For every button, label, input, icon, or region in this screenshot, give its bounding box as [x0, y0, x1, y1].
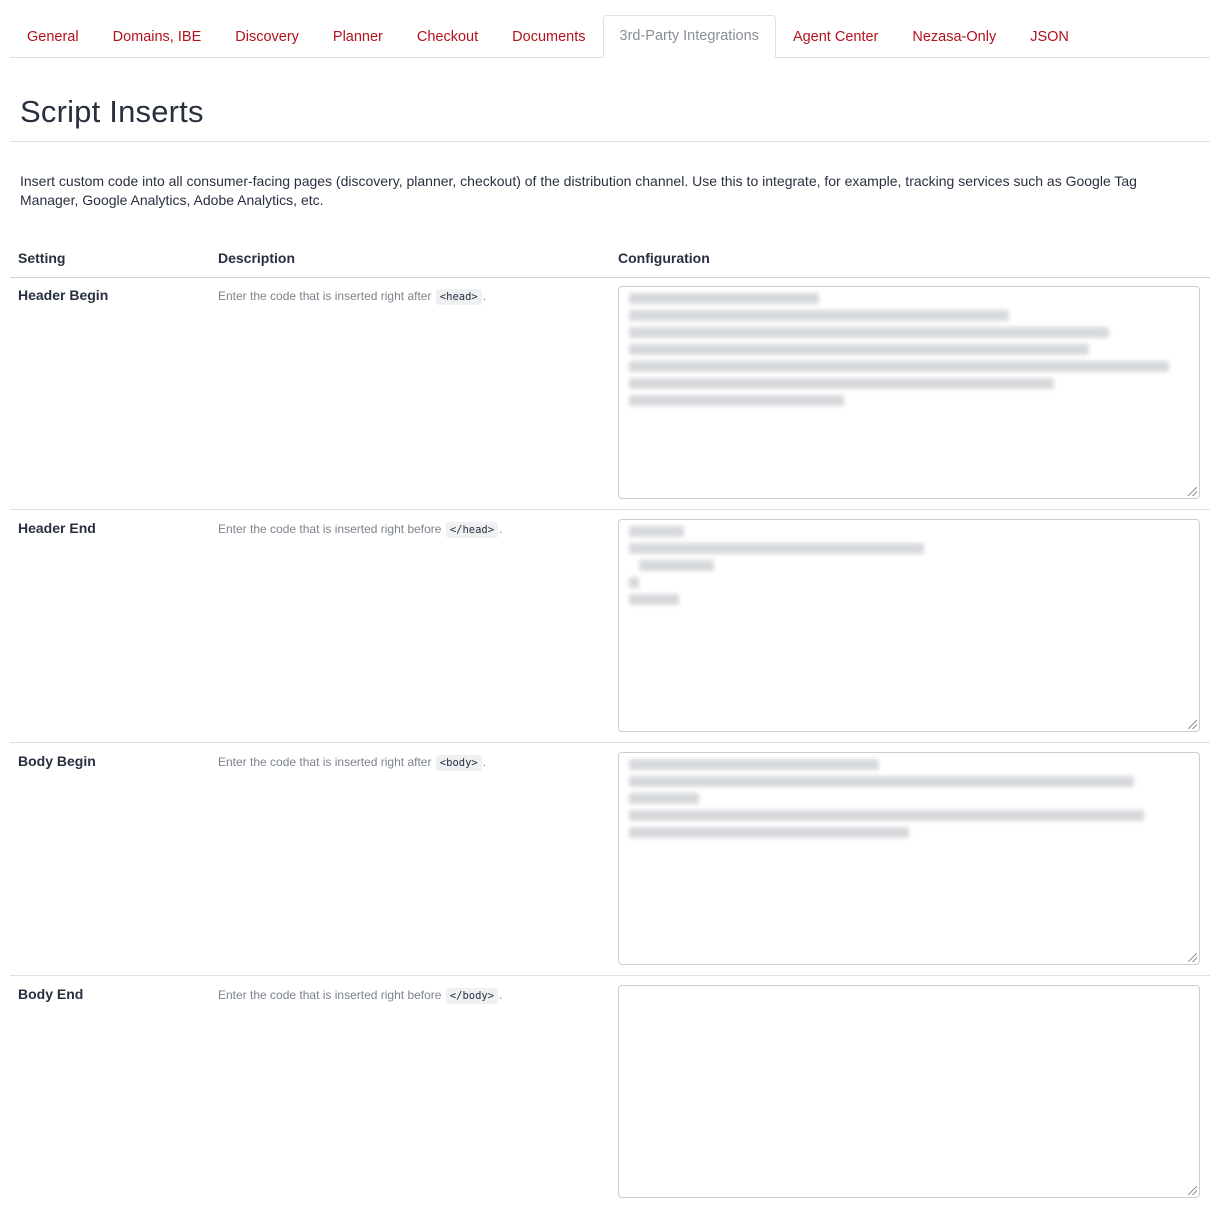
tab-documents[interactable]: Documents [512, 29, 586, 45]
tab-general[interactable]: General [27, 29, 79, 45]
tab-agent-center[interactable]: Agent Center [792, 29, 879, 45]
html-tag: <head> [436, 289, 482, 305]
redacted-code-line [629, 594, 679, 605]
redacted-code-line [629, 344, 1089, 355]
description-text: Enter the code that is inserted right before [218, 522, 442, 536]
setting-name: Body End [18, 986, 84, 1002]
redacted-code-line [629, 361, 1169, 372]
html-tag: </head> [446, 522, 498, 538]
tab-nezasa-only[interactable]: Nezasa-Only [912, 29, 997, 45]
tab-3rd-party-integrations[interactable]: 3rd-Party Integrations [603, 15, 776, 58]
setting-name: Header Begin [18, 287, 109, 303]
body-begin-textarea[interactable] [618, 752, 1200, 965]
table-row [10, 976, 1210, 1208]
resize-handle-icon[interactable] [1188, 720, 1197, 729]
redacted-code-line [629, 759, 879, 770]
description-suffix: . [499, 988, 503, 1002]
setting-description [218, 289, 486, 303]
description-suffix: . [482, 289, 487, 303]
redacted-code-line [629, 827, 909, 838]
description-suffix: . [482, 755, 487, 769]
intro-text: Insert custom code into all consumer-facing pages (discovery, planner, checkout) of the distribution channel. Use this to integrate, for example, tracking services such as Google Tag Manager, Google Analytics, Adobe Analytics, etc. [20, 173, 1137, 208]
table-row [10, 510, 1210, 743]
redacted-code-line [629, 327, 1109, 338]
table-header [10, 249, 1210, 278]
tab-planner[interactable]: Planner [332, 29, 383, 45]
setting-description [218, 755, 486, 769]
redacted-code-line [629, 810, 1144, 821]
header-end-textarea[interactable] [618, 519, 1200, 732]
setting-name: Body Begin [18, 753, 96, 769]
description-text: Enter the code that is inserted right before [218, 988, 442, 1002]
header-begin-textarea[interactable] [618, 286, 1200, 499]
redacted-code-line [629, 395, 844, 406]
title-divider [10, 141, 1210, 142]
body-end-textarea[interactable] [618, 985, 1200, 1198]
redacted-code-line [639, 560, 714, 571]
redacted-code-line [629, 577, 639, 588]
redacted-code-line [629, 378, 1054, 389]
table-row [10, 277, 1210, 510]
tab-json[interactable]: JSON [1030, 29, 1069, 45]
description-text: Enter the code that is inserted right after [218, 755, 432, 769]
setting-description [218, 988, 502, 1002]
tab-discovery[interactable]: Discovery [235, 29, 299, 45]
resize-handle-icon[interactable] [1188, 487, 1197, 496]
column-header-configuration: Configuration [618, 250, 710, 266]
table-row [10, 743, 1210, 976]
redacted-code-line [629, 793, 699, 804]
column-header-setting: Setting [18, 250, 66, 266]
setting-description [218, 522, 502, 536]
redacted-code-line [629, 310, 1009, 321]
html-tag: <body> [436, 755, 482, 771]
redacted-code-line [629, 526, 684, 537]
redacted-code-line [629, 293, 819, 304]
redacted-code-line [629, 776, 1134, 787]
description-suffix: . [499, 522, 503, 536]
tab-domains-ibe[interactable]: Domains, IBE [112, 29, 202, 45]
resize-handle-icon[interactable] [1188, 953, 1197, 962]
tab-checkout[interactable]: Checkout [416, 29, 479, 45]
resize-handle-icon[interactable] [1188, 1186, 1197, 1195]
column-header-description: Description [218, 250, 296, 266]
html-tag: </body> [446, 988, 498, 1004]
tab-bar [10, 16, 1210, 58]
setting-name: Header End [18, 520, 96, 536]
page-title: Script Inserts [20, 94, 204, 129]
redacted-code-line [629, 543, 924, 554]
description-text: Enter the code that is inserted right after [218, 289, 432, 303]
